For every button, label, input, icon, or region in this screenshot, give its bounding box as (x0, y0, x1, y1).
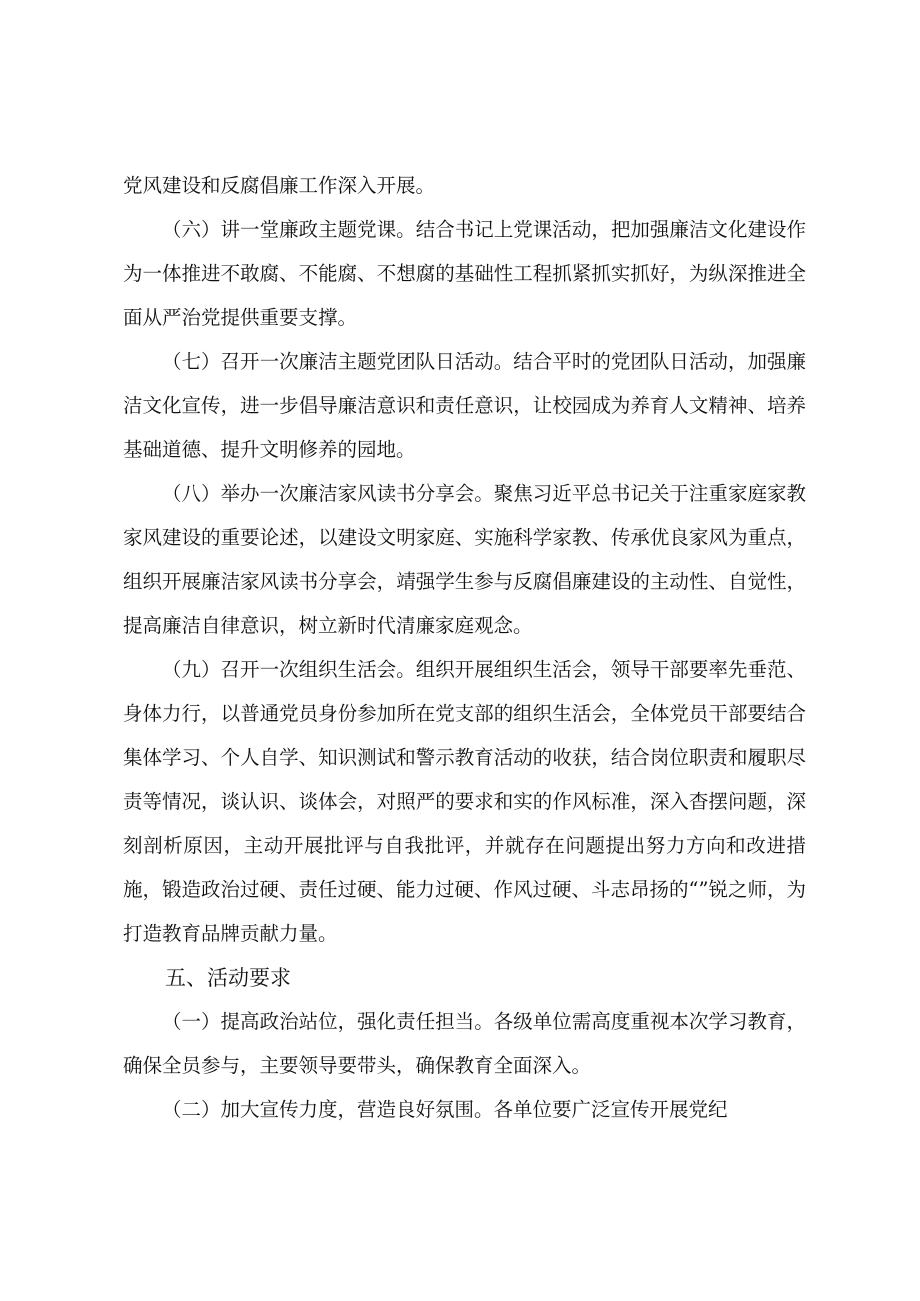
paragraph-continuation: 党风建设和反腐倡廉工作深入开展。 (123, 174, 436, 197)
document-page (123, 164, 806, 1132)
paragraph-item-6: （六）讲一堂廉政主题党课。结合书记上党课活动，把加强廉洁文化建设作为一体推进不敢腐、不能腐、不想腐的基础性工程抓紧抓实抓好，为纵深推进全面从严治党提供重要支撑。 (123, 218, 806, 329)
paragraph-requirement-1: （一）提高政治站位，强化责任担当。各级单位需高度重视本次学习教育，确保全员参与，主要领导要带头，确保教育全面深入。 (123, 1010, 806, 1077)
paragraph-item-8: （八）举办一次廉洁家风读书分享会。聚焦习近平总书记关于注重家庭家教家风建设的重要论述，以建设文明家庭、实施科学家教、传承优良家风为重点，组织开展廉洁家风读书分享会，靖强学生参与反腐倡廉建设的主动性、自觉性，提高廉洁自律意识，树立新时代清廉家庭观念。 (123, 482, 806, 637)
section-heading-5: 五、活动要求 (165, 966, 291, 990)
paragraph-item-7: （七）召开一次廉洁主题党团队日活动。结合平时的党团队日活动，加强廉洁文化宣传，进一步倡导廉洁意识和责任意识，让校园成为养育人文精神、培养基础道德、提升文明修养的园地。 (123, 350, 806, 461)
paragraph-requirement-2: （二）加大宣传力度，营造良好氛围。各单位要广泛宣传开展党纪 (162, 1098, 728, 1121)
paragraph-item-9: （九）召开一次组织生活会。组织开展组织生活会，领导干部要率先垂范、身体力行，以普通党员身份参加所在党支部的组织生活会，全体党员干部要结合集体学习、个人自学、知识测试和警示教育活动的收获，结合岗位职责和履职尽责等情况，谈认识、谈体会，对照严的要求和实的作风标准，深入杳摆问题，深刻剖析原因，主动开展批评与自我批评，并就存在问题提出努力方向和改进措施，锻造政治过硬、责任过硬、能力过硬、作风过硬、斗志昂扬的“”锐之师，为打造教育品牌贡献力量。 (123, 658, 806, 945)
